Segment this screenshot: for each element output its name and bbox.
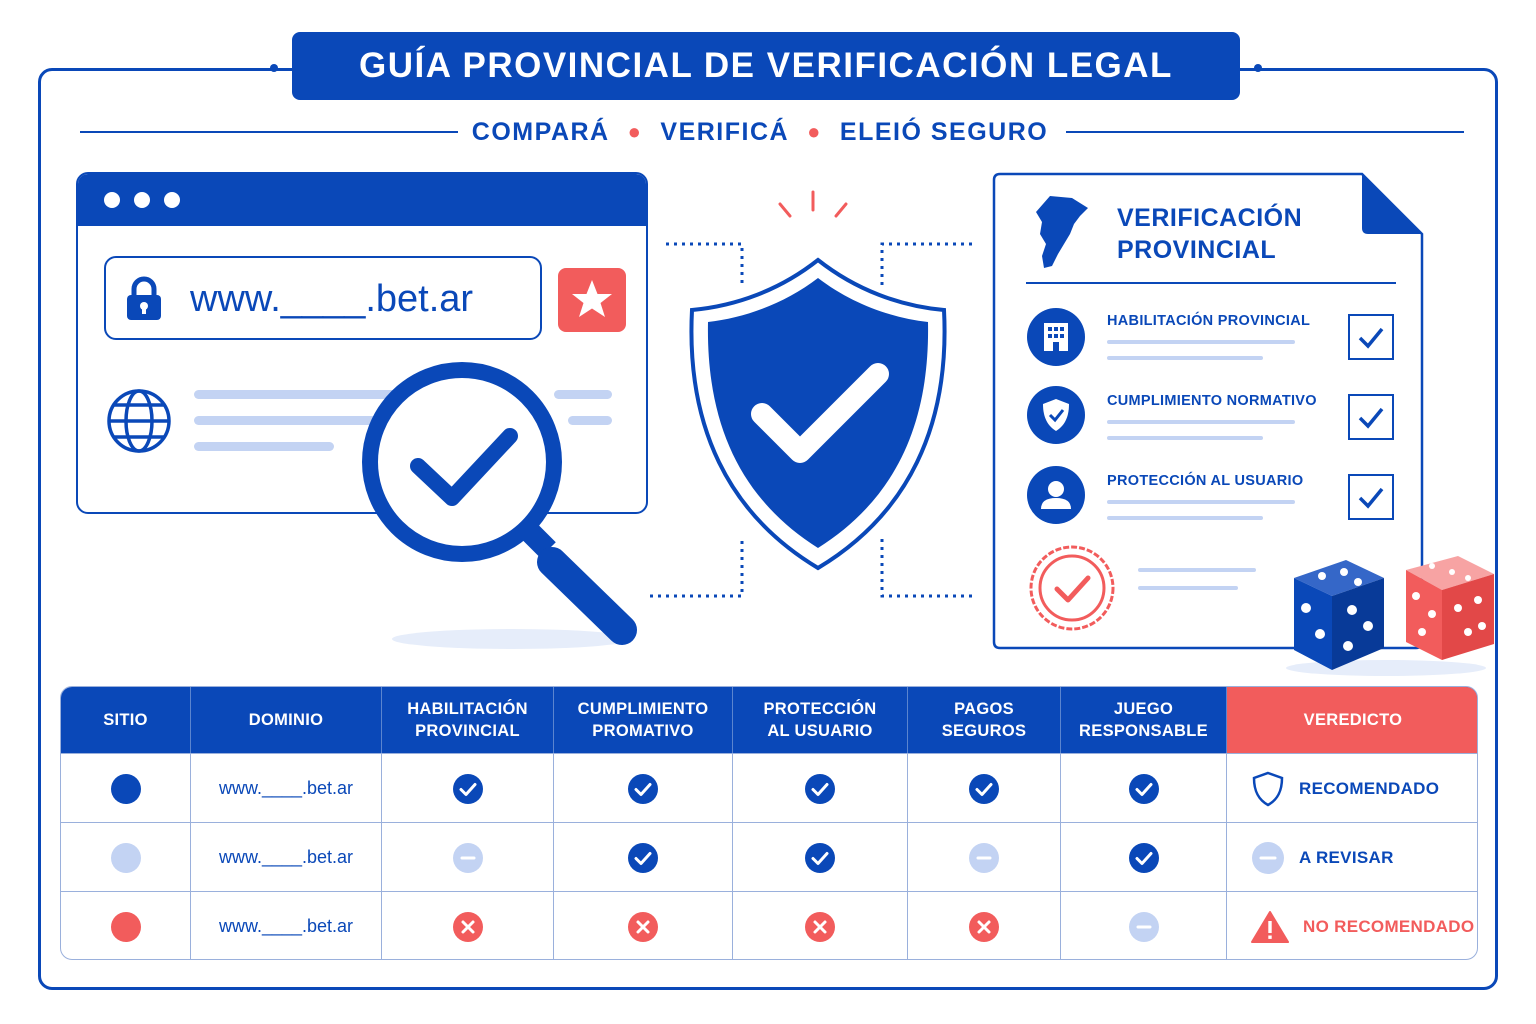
check-icon — [1350, 396, 1392, 438]
text-placeholder-bar — [1138, 586, 1238, 590]
subtitle-word-2: VERIFICÁ — [660, 117, 790, 146]
checklist-title — [1117, 202, 1302, 266]
site-cell — [61, 892, 191, 960]
status-cell — [1061, 754, 1227, 823]
verdict-cell — [1227, 823, 1478, 892]
column-header-veredicto: VEREDICTO — [1227, 687, 1478, 753]
status-ok-icon — [968, 773, 1000, 805]
table-row — [61, 753, 1477, 823]
checklist-item-badge — [1027, 386, 1085, 444]
column-header-juego: JUEGO RESPONSABLE — [1061, 687, 1227, 753]
column-header-proteccion: PROTECCIÓN AL USUARIO — [733, 687, 908, 753]
site-status-dot — [111, 843, 141, 873]
status-cell — [908, 823, 1061, 892]
status-cell — [908, 754, 1061, 823]
status-pending-icon — [968, 842, 1000, 874]
user-icon — [1027, 466, 1085, 524]
dice-icon — [1282, 552, 1500, 678]
status-ok-icon — [804, 773, 836, 805]
favorite-button[interactable] — [558, 268, 626, 332]
domain-text[interactable]: www.____.bet.ar — [218, 847, 354, 867]
text-placeholder-bar — [1107, 340, 1295, 344]
checklist-item-label: HABILITACIÓN PROVINCIAL — [1107, 313, 1311, 329]
status-pending-icon — [452, 842, 484, 874]
status-cell — [554, 892, 733, 960]
comparison-table — [60, 686, 1478, 960]
subtitle-word-3: ELEIÓ SEGURO — [839, 117, 1049, 146]
status-ok-icon — [1128, 842, 1160, 874]
page-title: GUÍA PROVINCIAL DE VERIFICACIÓN LEGAL — [292, 32, 1240, 100]
status-cell — [733, 892, 908, 960]
url-text: www.____.bet.ar — [190, 278, 474, 320]
checklist-item-label: CUMPLIMIENTO NORMATIVO — [1107, 393, 1317, 409]
magnifier-check-icon — [352, 352, 652, 657]
text-placeholder-bar — [1107, 356, 1263, 360]
status-cell — [908, 892, 1061, 960]
minus-circle-icon — [1251, 841, 1285, 875]
status-cell — [382, 892, 554, 960]
checklist-checkbox[interactable] — [1348, 314, 1394, 360]
star-icon — [558, 268, 626, 332]
verdict-cell — [1227, 754, 1478, 823]
table-header — [61, 687, 1477, 753]
status-ok-icon — [452, 773, 484, 805]
shield-outline-icon — [1251, 770, 1285, 808]
table-row — [61, 822, 1477, 892]
checklist-title-line1: VERIFICACIÓN — [1117, 204, 1303, 232]
checklist-item-badge — [1027, 466, 1085, 524]
seal-check-icon — [1028, 544, 1116, 632]
verdict-text: A REVISAR — [1299, 847, 1394, 867]
verdict-text: RECOMENDADO — [1299, 778, 1440, 798]
column-header-habilitacion: HABILITACIÓN PROVINCIAL — [382, 687, 554, 753]
argentina-map-icon — [1032, 194, 1090, 270]
check-icon — [1350, 316, 1392, 358]
status-cell — [1061, 823, 1227, 892]
column-header-cumplimiento: CUMPLIMIENTO PROMATIVO — [554, 687, 733, 753]
status-ok-icon — [804, 842, 836, 874]
site-cell — [61, 754, 191, 823]
table-row — [61, 891, 1477, 960]
checklist-item-label: PROTECCIÓN AL USUARIO — [1107, 473, 1304, 489]
status-cell — [733, 754, 908, 823]
checklist-item-badge — [1027, 308, 1085, 366]
window-dot-icon — [134, 192, 150, 208]
text-placeholder-bar — [1107, 420, 1295, 424]
subtitle-rule-right — [1066, 131, 1464, 133]
verdict-cell — [1227, 892, 1478, 960]
status-cell — [382, 823, 554, 892]
site-status-dot — [111, 774, 141, 804]
status-cell — [554, 823, 733, 892]
subtitle-word-1: COMPARÁ — [471, 117, 610, 146]
check-icon — [1350, 476, 1392, 518]
subtitle-separator: ● — [627, 119, 643, 144]
status-ok-icon — [627, 773, 659, 805]
warning-icon — [1251, 910, 1289, 944]
status-ok-icon — [1128, 773, 1160, 805]
status-fail-icon — [804, 911, 836, 943]
domain-cell — [191, 754, 382, 823]
checklist-title-line2: PROVINCIAL — [1117, 236, 1277, 264]
domain-cell — [191, 823, 382, 892]
shield-check-icon — [688, 256, 948, 572]
text-placeholder-bar — [1107, 500, 1295, 504]
building-icon — [1027, 308, 1085, 366]
shield-small-icon — [1027, 386, 1085, 444]
status-pending-icon — [1128, 911, 1160, 943]
browser-titlebar — [78, 174, 646, 226]
url-bar[interactable] — [104, 256, 542, 340]
status-fail-icon — [627, 911, 659, 943]
site-status-dot — [111, 912, 141, 942]
window-dot-icon — [104, 192, 120, 208]
status-cell — [1061, 892, 1227, 960]
text-placeholder-bar — [194, 442, 334, 451]
status-fail-icon — [452, 911, 484, 943]
status-fail-icon — [968, 911, 1000, 943]
domain-text[interactable]: www.____.bet.ar — [218, 916, 354, 936]
checklist-checkbox[interactable] — [1348, 474, 1394, 520]
text-placeholder-bar — [1107, 516, 1263, 520]
lock-icon — [124, 276, 164, 322]
text-placeholder-bar — [1138, 568, 1256, 572]
status-cell — [382, 754, 554, 823]
domain-cell — [191, 892, 382, 960]
status-cell — [554, 754, 733, 823]
frame-dot-left — [270, 64, 278, 72]
column-header-dominio: DOMINIO — [191, 687, 382, 753]
subtitle-rule-left — [80, 131, 458, 133]
checklist-divider — [1026, 282, 1396, 284]
status-cell — [733, 823, 908, 892]
column-header-sitio: SITIO — [61, 687, 191, 753]
column-header-pagos: PAGOS SEGUROS — [908, 687, 1061, 753]
verdict-text: NO RECOMENDADO — [1303, 916, 1475, 936]
status-ok-icon — [627, 842, 659, 874]
subtitle-separator: ● — [807, 119, 822, 144]
window-dot-icon — [164, 192, 180, 208]
globe-icon — [106, 388, 172, 454]
domain-text[interactable]: www.____.bet.ar — [218, 778, 354, 798]
text-placeholder-bar — [1107, 436, 1263, 440]
frame-dot-right — [1254, 64, 1262, 72]
checklist-checkbox[interactable] — [1348, 394, 1394, 440]
subtitle — [460, 114, 1060, 150]
site-cell — [61, 823, 191, 892]
